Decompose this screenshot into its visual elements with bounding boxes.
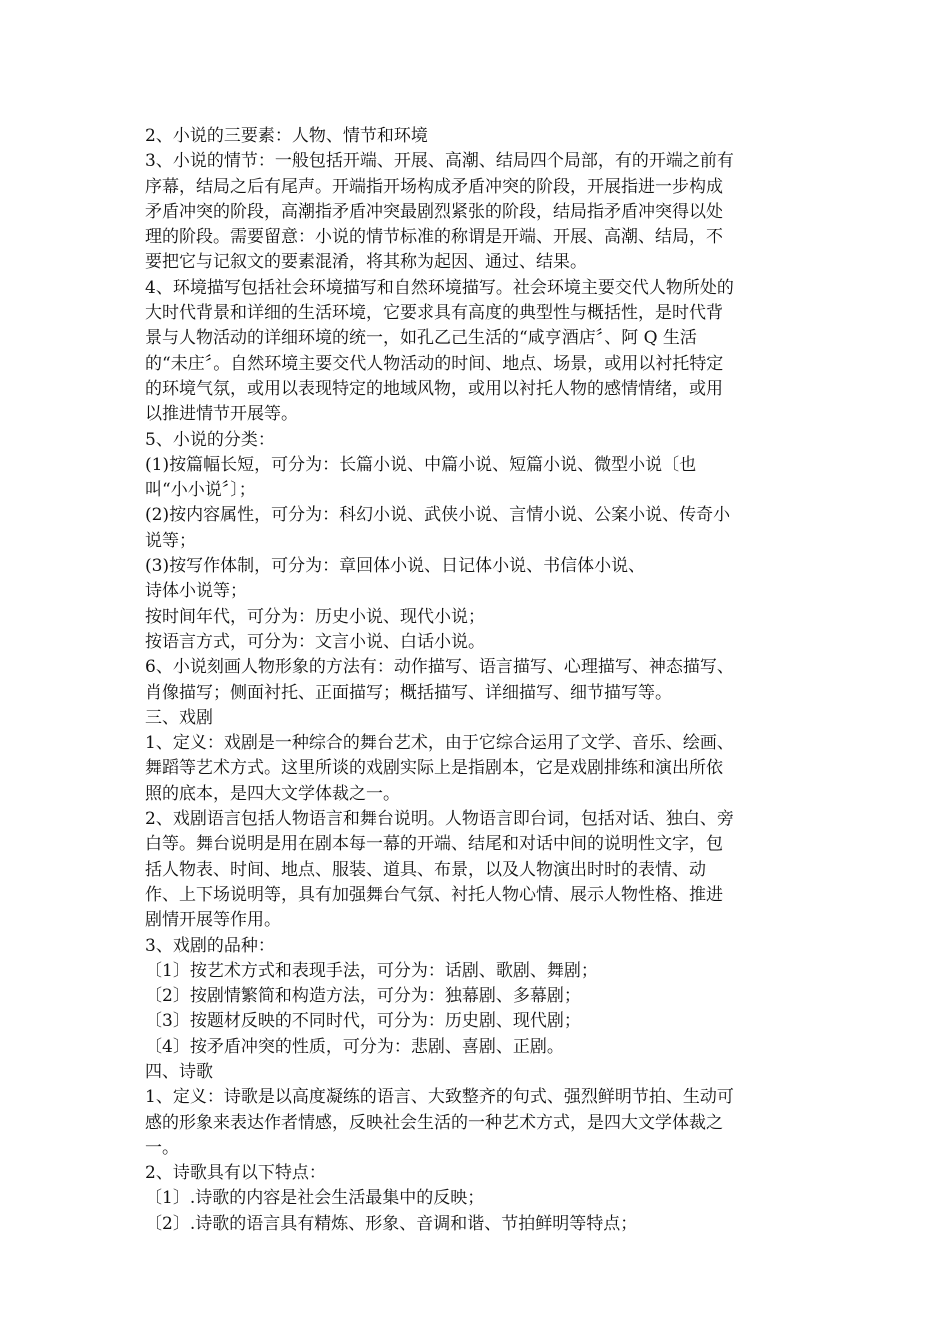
text-line: 括人物表、时间、地点、服装、道具、布景，以及人物演出时时的表情、动 xyxy=(145,859,706,880)
text-line: 4、环境描写包括社会环境描写和自然环境描写。社会环境主要交代人物所处的 xyxy=(145,277,734,298)
text-line: 按语言方式，可分为：文言小说、白话小说。 xyxy=(145,631,485,652)
text-line: 白等。舞台说明是用在剧本每一幕的开端、结尾和对话中间的说明性文字，包 xyxy=(145,834,723,855)
text-line: 诗体小说等； xyxy=(145,581,247,602)
text-line: 一。 xyxy=(145,1137,179,1158)
text-line: 〔1〕.诗歌的内容是社会生活最集中的反映； xyxy=(145,1188,485,1209)
text-line: 三、戏剧 xyxy=(145,707,213,728)
text-line: 大时代背景和详细的生活环境，它要求具有高度的典型性与概括性，是时代背 xyxy=(145,303,723,324)
text-line: 1、定义：诗歌是以高度凝练的语言、大致整齐的句式、强烈鲜明节拍、生动可 xyxy=(145,1087,734,1108)
text-line: 的环境气氛，或用以表现特定的地域风物，或用以衬托人物的感情情绪，或用 xyxy=(145,378,723,399)
text-line: 2、小说的三要素：人物、情节和环境 xyxy=(145,126,428,146)
text-line: 〔3〕按题材反映的不同时代，可分为：历史剧、现代剧； xyxy=(145,1011,581,1032)
text-line: 〔2〕按剧情繁简和构造方法，可分为：独幕剧、多幕剧； xyxy=(145,986,581,1007)
text-line: (1)按篇幅长短，可分为：长篇小说、中篇小说、短篇小说、微型小说〔也 xyxy=(145,454,697,475)
text-line: 2、戏剧语言包括人物语言和舞台说明。人物语言即台词，包括对话、独白、旁 xyxy=(145,809,734,830)
text-line: 3、小说的情节：一般包括开端、开展、高潮、结局四个局部，有的开端之前有 xyxy=(145,151,734,172)
text-line: (2)按内容属性，可分为：科幻小说、武侠小说、言情小说、公案小说、传奇小 xyxy=(145,505,731,526)
text-line: 按时间年代，可分为：历史小说、现代小说； xyxy=(145,606,485,627)
text-line: (3)按写作体制，可分为：章回体小说、日记体小说、书信体小说、 xyxy=(145,556,646,577)
text-line: 矛盾冲突的阶段，高潮指矛盾冲突最剧烈紧张的阶段，结局指矛盾冲突得以处 xyxy=(145,201,723,222)
text-line: 肖像描写；侧面衬托、正面描写；概括描写、详细描写、细节描写等。 xyxy=(145,682,672,703)
text-line: 〔2〕.诗歌的语言具有精炼、形象、音调和谐、节拍鲜明等特点； xyxy=(145,1213,638,1234)
text-line: 5、小说的分类： xyxy=(145,429,275,450)
text-line: 3、戏剧的品种： xyxy=(145,935,275,956)
text-line: 照的底本，是四大文学体裁之一。 xyxy=(145,783,400,804)
text-line: 的“未庄〞。自然环境主要交代人物活动的时间、地点、场景，或用以衬托特定 xyxy=(145,353,724,374)
text-line: 理的阶段。需要留意：小说的情节标准的称谓是开端、开展、高潮、结局，不 xyxy=(145,227,723,248)
text-line: 以推进情节开展等。 xyxy=(145,404,298,425)
text-line: 舞蹈等艺术方式。这里所谈的戏剧实际上是指剧本，它是戏剧排练和演出所依 xyxy=(145,758,723,779)
text-line: 说等； xyxy=(145,530,196,551)
text-line: 6、小说刻画人物形象的方法有：动作描写、语言描写、心理描写、神态描写、 xyxy=(145,657,734,678)
text-line: 要把它与记叙文的要素混淆，将其称为起因、通过、结果。 xyxy=(145,252,587,273)
text-line: 叫“小小说〞〕； xyxy=(145,480,256,501)
text-line: 四、诗歌 xyxy=(145,1061,213,1082)
document-body xyxy=(145,124,810,1237)
text-line: 〔1〕按艺术方式和表现手法，可分为：话剧、歌剧、舞剧； xyxy=(145,960,598,981)
text-line: 作、上下场说明等，具有加强舞台气氛、衬托人物心情、展示人物性格、推进 xyxy=(145,884,723,905)
text-line: 感的形象来表达作者情感，反映社会生活的一种艺术方式，是四大文学体裁之 xyxy=(145,1112,723,1133)
text-line: 2、诗歌具有以下特点： xyxy=(145,1163,326,1184)
text-line: 1、定义：戏剧是一种综合的舞台艺术，由于它综合运用了文学、音乐、绘画、 xyxy=(145,733,734,754)
text-line: 〔4〕按矛盾冲突的性质，可分为：悲剧、喜剧、正剧。 xyxy=(145,1036,564,1057)
text-line: 序幕，结局之后有尾声。开端指开场构成矛盾冲突的阶段，开展指进一步构成 xyxy=(145,176,723,197)
text-line: 剧情开展等作用。 xyxy=(145,910,281,931)
text-line: 景与人物活动的详细环境的统一，如孔乙己生活的“咸亨酒店〞、阿 Q 生活 xyxy=(145,328,697,349)
